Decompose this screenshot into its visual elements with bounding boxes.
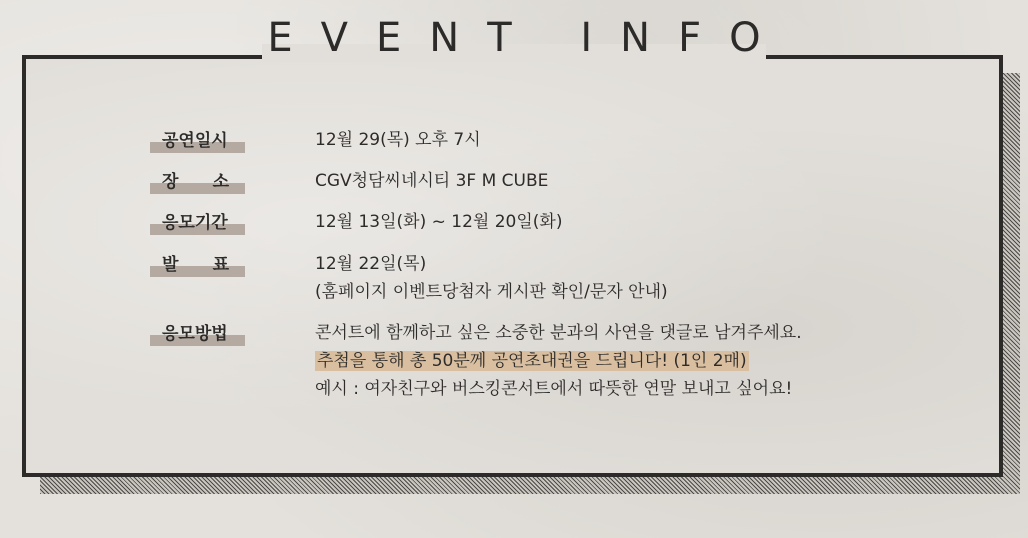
label-char: 소 [212,172,229,192]
value-entry-period: 12월 13일(화) ~ 12월 20일(화) [315,212,563,232]
label-text: 공연일시 [162,131,228,151]
value-how-to-enter: 콘서트에 함께하고 싶은 소중한 분과의 사연을 댓글로 남겨주세요. [315,323,802,343]
label-text: 응모기간 [162,213,228,233]
value-example: 예시 : 여자친구와 버스킹콘서트에서 따뜻한 연말 보내고 싶어요! [315,379,793,399]
label-venue [150,173,245,191]
highlight-text: 추첨을 통해 총 50분께 공연초대권을 드립니다! (1인 2매) [317,351,747,371]
label-text [150,256,245,274]
value-announcement-note: (홈페이지 이벤트당첨자 게시판 확인/문자 안내) [315,282,668,302]
label-char: 표 [212,255,229,275]
value-prize-highlight [315,346,749,377]
label-char: 발 [162,255,179,275]
value-announcement: 12월 22일(목) [315,254,427,274]
label-char: 장 [162,172,179,192]
value-date-time: 12월 29(목) 오후 7시 [315,130,481,150]
label-date-time [150,132,245,150]
label-text [150,173,245,191]
label-entry-period [150,214,245,232]
label-announcement [150,256,245,274]
page-title: EVENT INFO [267,15,789,61]
value-venue: CGV청담씨네시티 3F M CUBE [315,171,549,191]
label-text: 응모방법 [162,324,228,344]
label-how-to-enter [150,325,245,343]
